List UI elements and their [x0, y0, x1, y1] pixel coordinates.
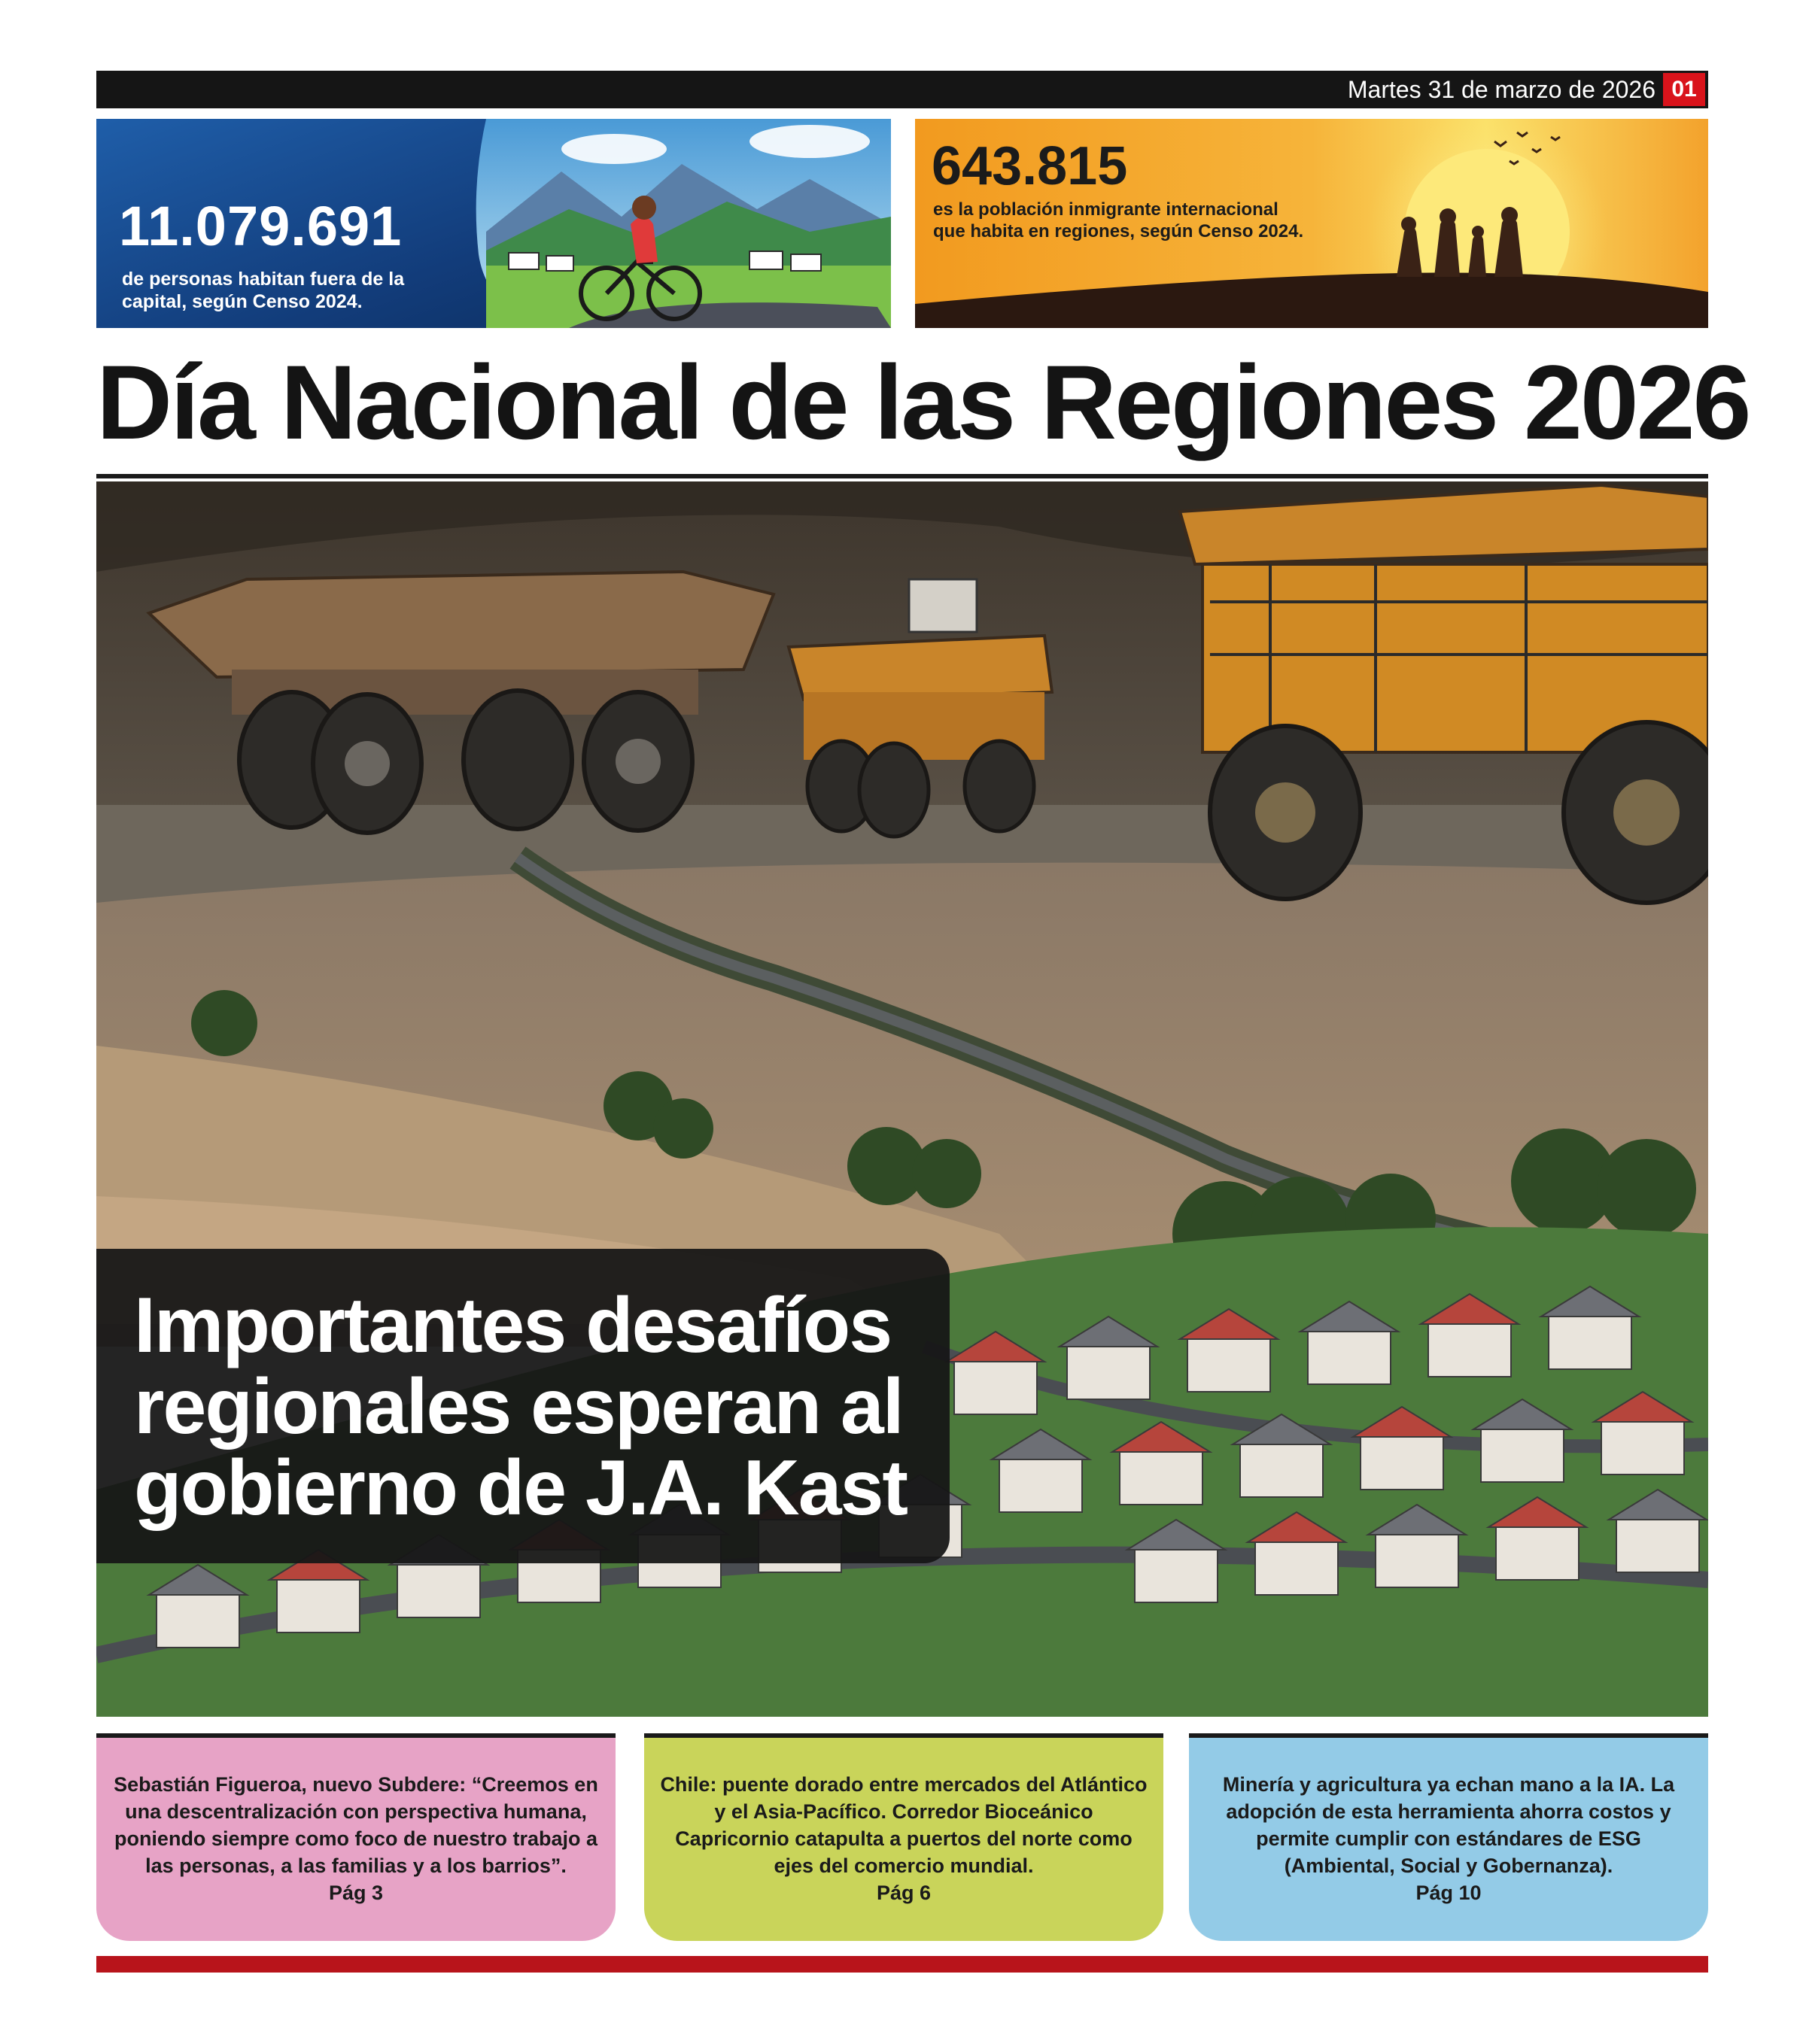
- teaser-page-ref: Pág 6: [876, 1882, 932, 1904]
- masthead-bar: [96, 71, 1708, 108]
- bottom-red-rule: [96, 1956, 1708, 1973]
- issue-date: Martes 31 de marzo de 2026: [1347, 76, 1655, 103]
- teaser-card-ai-mining-agriculture[interactable]: [1189, 1733, 1708, 1941]
- teaser-text: Sebastián Figueroa, nuevo Subdere: “Creemos en una descentralización con perspectiva humana, poniendo siempre como foco de nuestro trabajo a las personas, a las familias y a los barrios”.: [114, 1773, 598, 1877]
- headline-divider: [96, 474, 1708, 478]
- teaser-page-ref: Pág 3: [328, 1882, 384, 1904]
- teaser-card-bioceanic-corridor[interactable]: [644, 1733, 1163, 1941]
- stat-value-left: 11.079.691: [119, 195, 403, 257]
- stat-banner-immigrant-population: [915, 119, 1708, 328]
- stat-banner-population-outside-capital: [96, 119, 891, 328]
- teaser-card-subdere[interactable]: [96, 1733, 616, 1941]
- feature-headline-box: [96, 1249, 950, 1563]
- teaser-text: Chile: puente dorado entre mercados del Atlántico y el Asia-Pacífico. Corredor Bioceánico Capricornio catapulta a puertos del norte como ejes del comercio mundial.: [660, 1773, 1148, 1877]
- stat-caption-right: es la población inmigrante internacional que habita en regiones, según Censo 2024.: [933, 199, 1304, 241]
- page-number-badge: 01: [1663, 73, 1705, 106]
- stat-value-right: 643.815: [932, 136, 1128, 196]
- teaser-page-ref: Pág 10: [1415, 1882, 1482, 1904]
- stat-caption-left: de personas habitan fuera de la capital, según Censo 2024.: [122, 269, 405, 312]
- feature-headline: Importantes desafíos regionales esperan al gobierno de J.A. Kast: [134, 1282, 908, 1532]
- main-headline: Día Nacional de las Regiones 2026: [96, 343, 1750, 461]
- teaser-text: Minería y agricultura ya echan mano a la IA. La adopción de esta herramienta ahorra costos y permite cumplir con estándares de ESG (Ambiental, Social y Gobernanza).: [1222, 1773, 1675, 1877]
- cyclist-landscape-illustration: [456, 119, 891, 328]
